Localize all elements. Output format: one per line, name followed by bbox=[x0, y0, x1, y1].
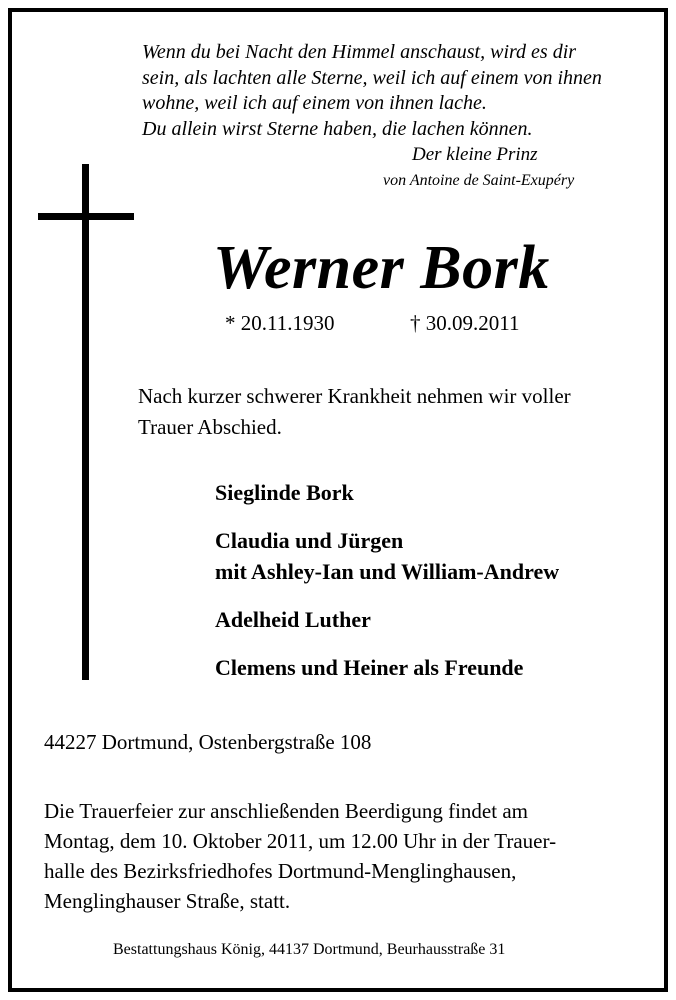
intro-line: Trauer Abschied. bbox=[138, 415, 282, 439]
mourner-entry bbox=[215, 652, 523, 683]
mourner-line: mit Ashley-Ian und William-Andrew bbox=[215, 559, 560, 584]
quote-line: sein, als lachten alle Sterne, weil ich auf einem von ihnen bbox=[142, 66, 602, 89]
birth-date: * 20.11.1930 bbox=[225, 311, 335, 335]
mourner-line: Sieglinde Bork bbox=[215, 480, 354, 505]
quote-line: wohne, weil ich auf einem von ihnen lache. bbox=[142, 92, 487, 114]
undertaker-info: Bestattungshaus König, 44137 Dortmund, Beurhausstraße 31 bbox=[113, 941, 506, 958]
mourner-entry bbox=[215, 477, 354, 508]
funeral-line: Die Trauerfeier zur anschließenden Beerdigung findet am bbox=[44, 799, 528, 823]
quote-line: Du allein wirst Sterne haben, die lachen können. bbox=[142, 117, 533, 140]
death-date: † 30.09.2011 bbox=[410, 311, 520, 335]
quote-attribution-title: Der kleine Prinz bbox=[412, 144, 538, 165]
intro-line: Nach kurzer schwerer Krankheit nehmen wir voller bbox=[138, 384, 571, 408]
mourner-entry bbox=[215, 604, 371, 635]
mourner-line: Claudia und Jürgen bbox=[215, 528, 404, 553]
funeral-line: Montag, dem 10. Oktober 2011, um 12.00 Uhr in der Trauer- bbox=[44, 829, 557, 853]
funeral-line: halle des Bezirksfriedhofes Dortmund-Menglinghausen, bbox=[44, 859, 517, 883]
cross-icon-bar bbox=[38, 213, 134, 220]
quote-block bbox=[142, 40, 602, 142]
funeral-details bbox=[44, 796, 556, 916]
quote-attribution-author: von Antoine de Saint-Exupéry bbox=[383, 172, 575, 189]
mourner-entry bbox=[215, 525, 559, 587]
intro-text bbox=[138, 381, 571, 443]
quote-line: Wenn du bei Nacht den Himmel anschaust, wird es dir bbox=[142, 41, 577, 63]
cross-icon bbox=[82, 164, 89, 680]
mourner-line: Adelheid Luther bbox=[215, 607, 371, 632]
deceased-name: Werner Bork bbox=[213, 234, 550, 302]
mourner-line: Clemens und Heiner als Freunde bbox=[215, 655, 524, 680]
family-address: 44227 Dortmund, Ostenbergstraße 108 bbox=[44, 730, 372, 754]
funeral-line: Menglinghauser Straße, statt. bbox=[44, 889, 291, 913]
